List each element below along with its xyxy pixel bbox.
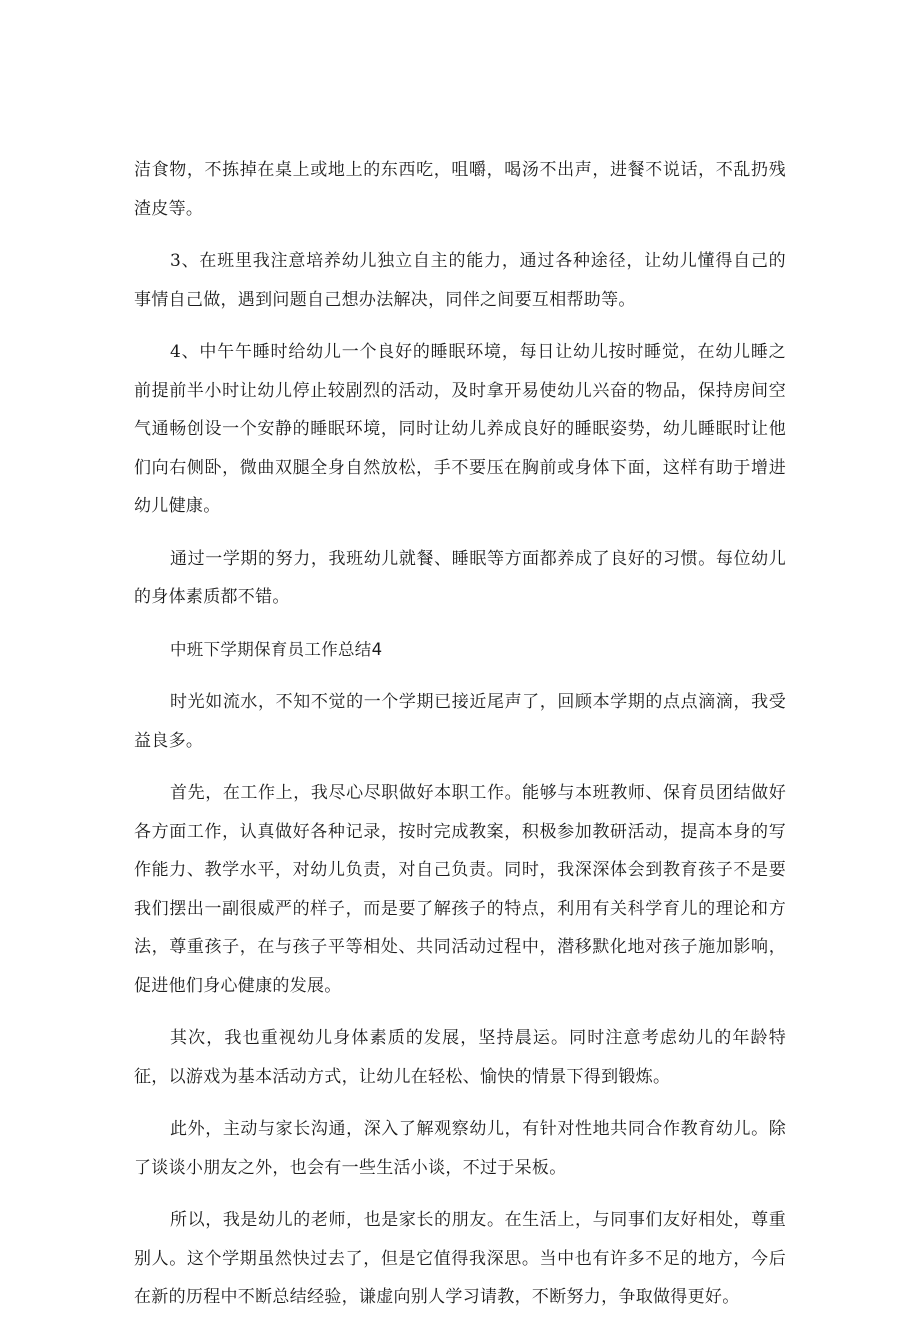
paragraph-conclusion: 所以，我是幼儿的老师，也是家长的朋友。在生活上，与同事们友好相处，尊重别人。这个学期虽然快过去了，但是它值得我深思。当中也有许多不足的地方，今后在新的历程中不断总结经验，谦虚向别人学习请教，不断努力，争取做得更好。 [134, 1210, 786, 1307]
paragraph-additionally: 此外，主动与家长沟通，深入了解观察幼儿，有针对性地共同合作教育幼儿。除了谈谈小朋友之外，也会有一些生活小谈，不过于呆板。 [134, 1119, 786, 1178]
section-title: 中班下学期保育员工作总结4 [170, 639, 383, 659]
paragraph-first: 首先，在工作上，我尽心尽职做好本职工作。能够与本班教师、保育员团结做好各方面工作，认真做好各种记录，按时完成教案，积极参加教研活动，提高本身的写作能力、教学水平，对幼儿负责，对自己负责。同时，我深深体会到教育孩子不是要我们摆出一副很威严的样子，而是要了解孩子的特点，利用有关科学育儿的理论和方法，尊重孩子，在与孩子平等相处、共同活动过程中，潜移默化地对孩子施加影响，促进他们身心健康的发展。 [134, 783, 786, 996]
paragraph-summary: 通过一学期的努力，我班幼儿就餐、睡眠等方面都养成了良好的习惯。每位幼儿的身体素质都不错。 [134, 548, 786, 607]
document-body [134, 151, 786, 1331]
paragraph-intro: 时光如流水，不知不觉的一个学期已接近尾声了，回顾本学期的点点滴滴，我受益良多。 [134, 692, 786, 751]
paragraph-second: 其次，我也重视幼儿身体素质的发展，坚持晨运。同时注意考虑幼儿的年龄特征，以游戏为基本活动方式，让幼儿在轻松、愉快的情景下得到锻炼。 [134, 1028, 786, 1087]
paragraph-item-3: 3、在班里我注意培养幼儿独立自主的能力，通过各种途径，让幼儿懂得自己的事情自己做，遇到问题自己想办法解决，同伴之间要互相帮助等。 [134, 251, 786, 310]
paragraph-continuation: 洁食物，不拣掉在桌上或地上的东西吃，咀嚼，喝汤不出声，进餐不说话，不乱扔残渣皮等。 [134, 160, 786, 219]
paragraph-item-4: 4、中午午睡时给幼儿一个良好的睡眠环境，每日让幼儿按时睡觉，在幼儿睡之前提前半小时让幼儿停止较剧烈的活动，及时拿开易使幼儿兴奋的物品，保持房间空气通畅创设一个安静的睡眠环境，同时让幼儿养成良好的睡眠姿势，幼儿睡眠时让他们向右侧卧，微曲双腿全身自然放松，手不要压在胸前或身体下面，这样有助于增进幼儿健康。 [134, 342, 786, 516]
